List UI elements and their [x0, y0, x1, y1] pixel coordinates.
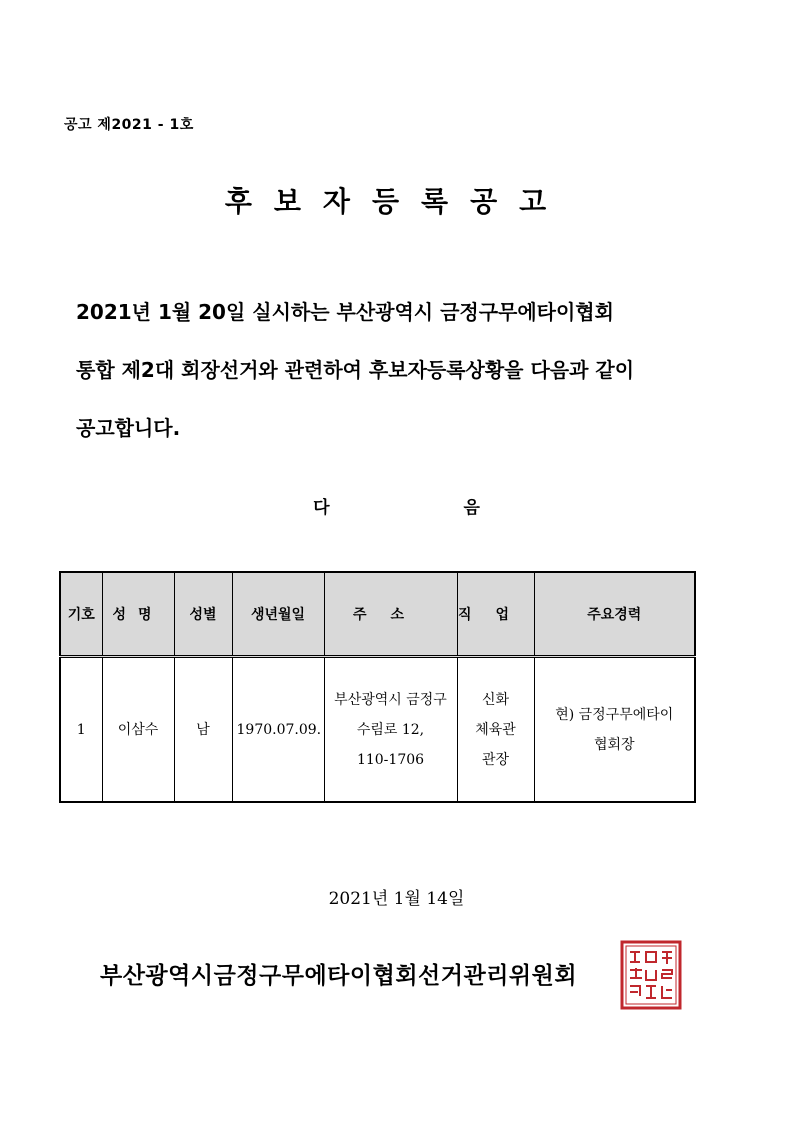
table-header-row — [60, 572, 695, 657]
section-heading-right: 음 — [463, 498, 480, 518]
cell-career — [534, 657, 695, 803]
career-line: 현) 금정구무에타이 — [555, 706, 674, 723]
section-heading-left: 다 — [313, 498, 330, 518]
job-line: 관장 — [481, 751, 510, 768]
document-title: 후보자등록공고 — [224, 185, 569, 218]
table-row — [60, 657, 695, 803]
address-line: 부산광역시 금정구 — [334, 691, 447, 708]
header-no: 기호 — [60, 572, 102, 657]
body-paragraph — [76, 283, 716, 457]
job-line: 신화 — [481, 691, 510, 708]
notice-number: 공고 제2021 - 1호 — [64, 117, 194, 133]
job-line: 체육관 — [475, 721, 516, 738]
body-line: 공고합니다. — [76, 416, 181, 440]
cell-address — [324, 657, 457, 803]
address-line: 수림로 12, — [356, 721, 425, 738]
career-line: 협회장 — [593, 736, 635, 753]
announcement-date: 2021년 1월 14일 — [328, 889, 465, 909]
cell-no: 1 — [60, 657, 102, 803]
cell-birth: 1970.07.09. — [232, 657, 324, 803]
organization-name: 부산광역시금정구무에타이협회선거관리위원회 — [100, 963, 578, 989]
body-line: 2021년 1월 20일 실시하는 부산광역시 금정구무에타이협회 — [76, 300, 614, 324]
header-address: 주소 — [324, 572, 457, 657]
header-birth: 생년월일 — [232, 572, 324, 657]
cell-gender: 남 — [174, 657, 232, 803]
header-gender: 성별 — [174, 572, 232, 657]
body-line: 통합 제2대 회장선거와 관련하여 후보자등록상황을 다음과 같이 — [76, 358, 635, 382]
cell-name: 이삼수 — [102, 657, 174, 803]
header-name: 성명 — [102, 572, 174, 657]
section-heading — [0, 493, 793, 518]
header-job: 직업 — [457, 572, 534, 657]
official-seal-icon — [620, 940, 682, 1010]
cell-job — [457, 657, 534, 803]
candidate-table — [59, 571, 696, 803]
address-line: 110-1706 — [356, 751, 425, 768]
header-career: 주요경력 — [534, 572, 695, 657]
